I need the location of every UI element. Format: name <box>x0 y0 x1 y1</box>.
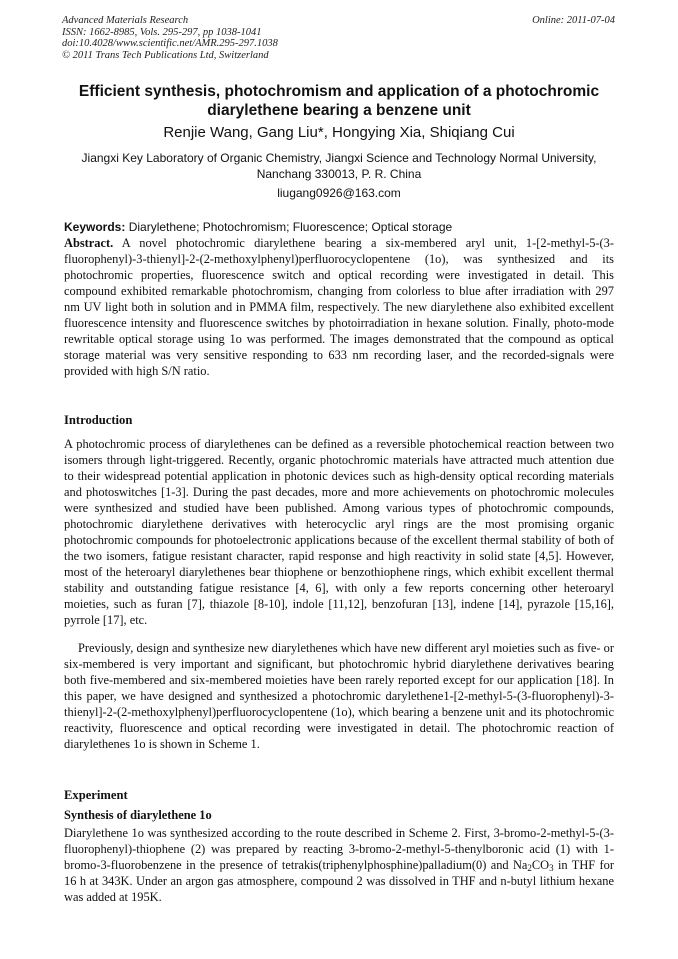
paper-title <box>50 82 628 120</box>
synthesis-subheading: Synthesis of diarylethene 1o <box>64 808 212 822</box>
copyright-line: © 2011 Trans Tech Publications Ltd, Switzerland <box>62 49 269 61</box>
keywords-text: Diarylethene; Photochromism; Fluorescence; Optical storage <box>128 220 453 234</box>
contact-email: liugang0926@163.com <box>277 186 401 200</box>
synthesis-text-start: Diarylethene 1o was synthesized according to the route described in Scheme 2. First, 3-bromo-2-methyl-5-(3-fluorophenyl)-thiophene (2) was prepared by reacting 3-bromo-2-methyl-5-thenylboronic acid (1) with 1-bromo-3-fluorobenzene in the presence of tetrakis(triphenylphosphine)palladium(0) and Na <box>64 826 614 872</box>
introduction-heading: Introduction <box>64 413 133 427</box>
doi-line: doi:10.4028/www.scientific.net/AMR.295-297.1038 <box>62 38 278 49</box>
affiliation <box>50 150 628 182</box>
experiment-heading: Experiment <box>64 788 128 802</box>
journal-header <box>62 15 278 61</box>
synthesis-paragraph <box>64 825 614 905</box>
author-list: Renjie Wang, Gang Liu*, Hongying Xia, Shiqiang Cui <box>163 124 515 141</box>
keywords-label: Keywords: <box>64 220 126 234</box>
keywords <box>64 220 614 234</box>
synthesis-text-end: in THF for 16 h at 343K. Under an argon gas atmosphere, compound 2 was dissolved in THF and n-butyl lithium hexane was added at 195K. <box>64 858 614 904</box>
abstract <box>64 235 614 379</box>
journal-name: Advanced Materials Research <box>62 15 189 26</box>
title-line-1: Efficient synthesis, photochromism and application of a photochromic <box>78 83 600 100</box>
online-date: Online: 2011-07-04 <box>532 15 615 26</box>
formula-middle: CO <box>531 858 550 872</box>
formula-subscript-1: 2 <box>527 863 532 873</box>
abstract-text: A novel photochromic diarylethene bearing a six-membered aryl unit, 1-[2-methyl-5-(3-fluorophenyl)-3-thienyl]-2-(2-methoxylphenyl)perfluorocyclopentene (1o), was synthesized and its photochromic properties, fluorescence switch and optical recording were investigated in detail. This compound exhibited remarkable photochromism, changing from colorless to blue after irradiation with 297 nm UV light both in solution and in PMMA film, respectively. The new diarylethene also exhibited excellent fluorescence intensity and fluorescence switches by photoirradiation in hexane solution. Finally, photo-mode rewritable optical storage using 1o was performed. The images demonstrated that the compound as optical storage material was very sensitive responding to 633 nm recording laser, and the recorded-signals were provided with high S/N ratio. <box>64 236 614 378</box>
affiliation-line-1: Jiangxi Key Laboratory of Organic Chemistry, Jiangxi Science and Technology Normal University, <box>81 151 597 165</box>
introduction-paragraph-1: A photochromic process of diarylethenes can be defined as a reversible photochemical reaction between two isomers through light-triggered. Recently, organic photochromic materials have attracted much attention due to their widespread potential application in photonic devices such as high-density optical recording materials and photoswitches [1-3]. During the past decades, more and more achievements on photochromic molecules were synthesized and studied have been published. Among various types of photochromic compounds, photochromic diarylethene derivatives with heterocyclic aryl rings are the most promising organic photochromic compounds for photoelectronic applications because of the excellent thermal stability of both of the two isomers, fatigue resistant character, rapid response and high reactivity in solid state [4,5]. However, most of the heteroaryl diarylethenes bear thiophene or benzothiophene rings, which exhibit excellent thermal stability and outstanding fatigue resistance [4, 6], with only a few reports concerning other heteroaryl moieties, such as furan [7], thiazole [8-10], indole [11,12], benzofuran [13], indene [14], pyrazole [15,16], pyrrole [17], etc. <box>64 437 614 627</box>
issn-line: ISSN: 1662-8985, Vols. 295-297, pp 1038-1041 <box>62 26 262 38</box>
formula-subscript-2: 3 <box>549 863 554 873</box>
abstract-label: Abstract. <box>64 236 114 250</box>
introduction-paragraph-2: Previously, design and synthesize new diarylethenes which have new different aryl moieties such as five- or six-membered is very important and significant, but photochromic hybrid diarylethene derivatives bearing both five-membered and six-membered moieties have been rarely reported except for our application [18]. In this paper, we have designed and synthesized a photochromic darylethene1-[2-methyl-5-(3-fluorophenyl)-3-thienyl]-2-(2-methoxylphenyl)perfluorocyclopentene (1o), which bearing a benzene unit and its photochromic reactivity, fluorescence and optical recording were investigated in detail. The photochromic reaction of diarylethenes 1o is shown in Scheme 1. <box>64 641 614 751</box>
affiliation-line-2: Nanchang 330013, P. R. China <box>256 167 422 181</box>
title-line-2: diarylethene bearing a benzene unit <box>207 102 471 119</box>
